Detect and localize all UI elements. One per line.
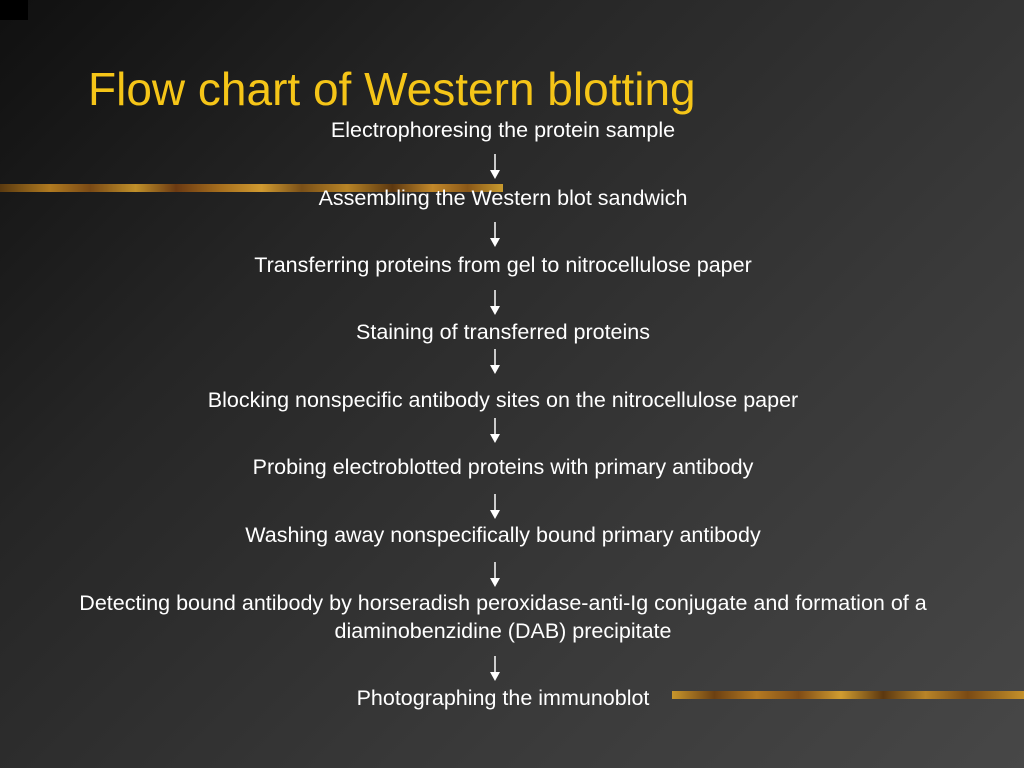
corner-block	[0, 0, 28, 20]
down-arrow-icon	[487, 154, 503, 180]
down-arrow-icon	[487, 222, 503, 248]
down-arrow-icon	[487, 656, 503, 682]
slide-title: Flow chart of Western blotting	[88, 63, 696, 115]
flow-step-4: Staining of transferred proteins	[356, 320, 650, 344]
flow-step-7: Washing away nonspecifically bound primary antibody	[245, 523, 761, 547]
flow-step-2: Assembling the Western blot sandwich	[318, 186, 688, 210]
down-arrow-icon	[487, 418, 503, 444]
down-arrow-icon	[487, 562, 503, 588]
down-arrow-icon	[487, 349, 503, 375]
down-arrow-icon	[487, 290, 503, 316]
flow-step-3: Transferring proteins from gel to nitrocellulose paper	[254, 253, 752, 277]
flow-step-5: Blocking nonspecific antibody sites on the nitrocellulose paper	[207, 388, 799, 412]
flow-step-9: Photographing the immunoblot	[356, 686, 650, 710]
flow-step-8: Detecting bound antibody by horseradish peroxidase-anti-Ig conjugate and formation of a diaminobenzidine (DAB) precipitate	[79, 591, 927, 643]
down-arrow-icon	[487, 494, 503, 520]
flow-step-6: Probing electroblotted proteins with primary antibody	[252, 455, 754, 479]
flow-step-1: Electrophoresing the protein sample	[330, 118, 676, 142]
